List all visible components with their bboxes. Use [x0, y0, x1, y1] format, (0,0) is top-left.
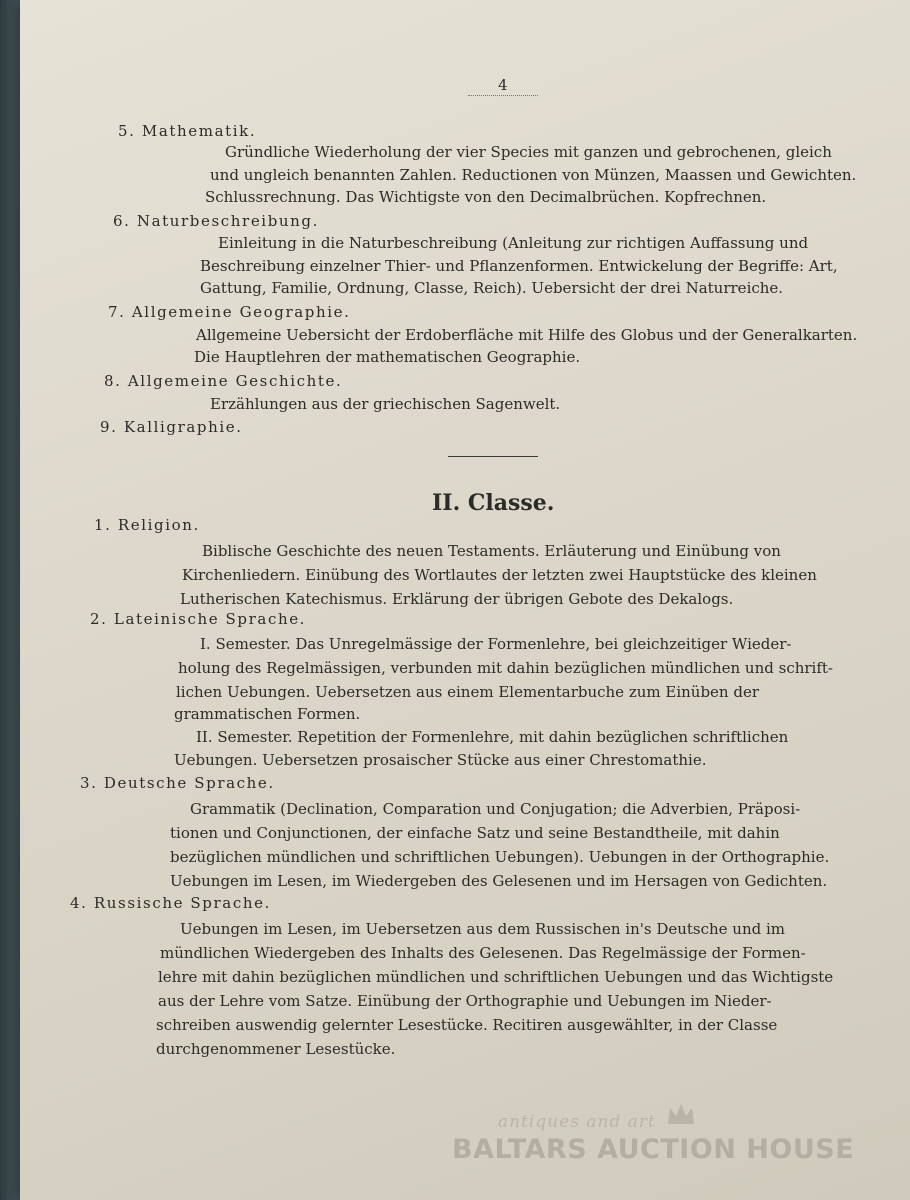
text-line: Die Hauptlehren der mathematischen Geographie.: [194, 348, 581, 366]
text-line: Gründliche Wiederholung der vier Species mit ganzen und gebrochenen, gleich: [225, 143, 832, 161]
text-line: mündlichen Wiedergeben des Inhalts des Gelesenen. Das Regelmässige der Formen-: [160, 944, 806, 962]
heading-russische-sprache: 4. Russische Sprache.: [70, 894, 271, 912]
text-line: Einleitung in die Naturbeschreibung (Anleitung zur richtigen Auffassung und: [218, 234, 809, 252]
text-line: Uebungen. Uebersetzen prosaischer Stücke aus einer Chrestomathie.: [174, 751, 707, 769]
watermark-brand: BALTARS AUCTION HOUSE: [452, 1134, 855, 1165]
text-line: grammatischen Formen.: [174, 705, 361, 723]
page-number-rule: [468, 95, 538, 96]
heading-naturbeschreibung: 6. Naturbeschreibung.: [113, 212, 319, 230]
text-line: Kirchenliedern. Einübung des Wortlautes der letzten zwei Hauptstücke des kleinen: [182, 566, 817, 584]
section-divider: [448, 456, 538, 457]
heading-mathematik: 5. Mathematik.: [118, 122, 257, 140]
page-number: 4: [498, 76, 508, 94]
heading-allgemeine-geschichte: 8. Allgemeine Geschichte.: [104, 372, 343, 390]
background-edge: [0, 0, 22, 1200]
text-line: Uebungen im Lesen, im Uebersetzen aus dem Russischen in's Deutsche und im: [180, 920, 786, 938]
text-line: Schlussrechnung. Das Wichtigste von den Decimalbrüchen. Kopfrechnen.: [205, 188, 767, 206]
heading-religion: 1. Religion.: [94, 516, 200, 534]
text-line: lichen Uebungen. Uebersetzen aus einem Elementarbuche zum Einüben der: [176, 683, 760, 701]
heading-lateinische-sprache: 2. Lateinische Sprache.: [90, 610, 307, 628]
text-line: bezüglichen mündlichen und schriftlichen Uebungen). Uebungen in der Orthographie.: [170, 848, 830, 866]
text-line: Erzählungen aus der griechischen Sagenwelt.: [210, 395, 561, 413]
text-line: schreiben auswendig gelernter Lesestücke. Recitiren ausgewählter, in der Classe: [156, 1016, 778, 1034]
document-page: [20, 0, 910, 1200]
text-line: und ungleich benannten Zahlen. Reductionen von Münzen, Maassen und Gewichten.: [210, 166, 857, 184]
text-line: holung des Regelmässigen, verbunden mit dahin bezüglichen mündlichen und schrift-: [178, 659, 833, 677]
text-line: Beschreibung einzelner Thier- und Pflanzenformen. Entwickelung der Begriffe: Art,: [200, 257, 838, 275]
text-line: durchgenommener Lesestücke.: [156, 1040, 396, 1058]
text-line: Grammatik (Declination, Comparation und Conjugation; die Adverbien, Präposi-: [190, 800, 801, 818]
text-line: Gattung, Familie, Ordnung, Classe, Reich). Uebersicht der drei Naturreiche.: [200, 279, 784, 297]
text-line: Uebungen im Lesen, im Wiedergeben des Gelesenen und im Hersagen von Gedichten.: [170, 872, 828, 890]
watermark-tagline: antiques and art: [498, 1112, 656, 1132]
text-line: I. Semester. Das Unregelmässige der Formenlehre, bei gleichzeitiger Wieder-: [200, 635, 792, 653]
text-line: Lutherischen Katechismus. Erklärung der übrigen Gebote des Dekalogs.: [180, 590, 734, 608]
text-line: II. Semester. Repetition der Formenlehre, mit dahin bezüglichen schriftlichen: [196, 728, 789, 746]
heading-kalligraphie: 9. Kalligraphie.: [100, 418, 243, 436]
text-line: aus der Lehre vom Satze. Einübung der Orthographie und Uebungen im Nieder-: [158, 992, 772, 1010]
heading-allgemeine-geographie: 7. Allgemeine Geographie.: [108, 303, 351, 321]
heading-deutsche-sprache: 3. Deutsche Sprache.: [80, 774, 275, 792]
text-line: Allgemeine Uebersicht der Erdoberfläche mit Hilfe des Globus und der Generalkarten.: [196, 326, 858, 344]
section-title: II. Classe.: [432, 490, 555, 516]
text-line: lehre mit dahin bezüglichen mündlichen und schriftlichen Uebungen und das Wichtigste: [158, 968, 834, 986]
text-line: Biblische Geschichte des neuen Testaments. Erläuterung und Einübung von: [202, 542, 781, 560]
crown-icon: [666, 1102, 696, 1128]
text-line: tionen und Conjunctionen, der einfache Satz und seine Bestandtheile, mit dahin: [170, 824, 780, 842]
